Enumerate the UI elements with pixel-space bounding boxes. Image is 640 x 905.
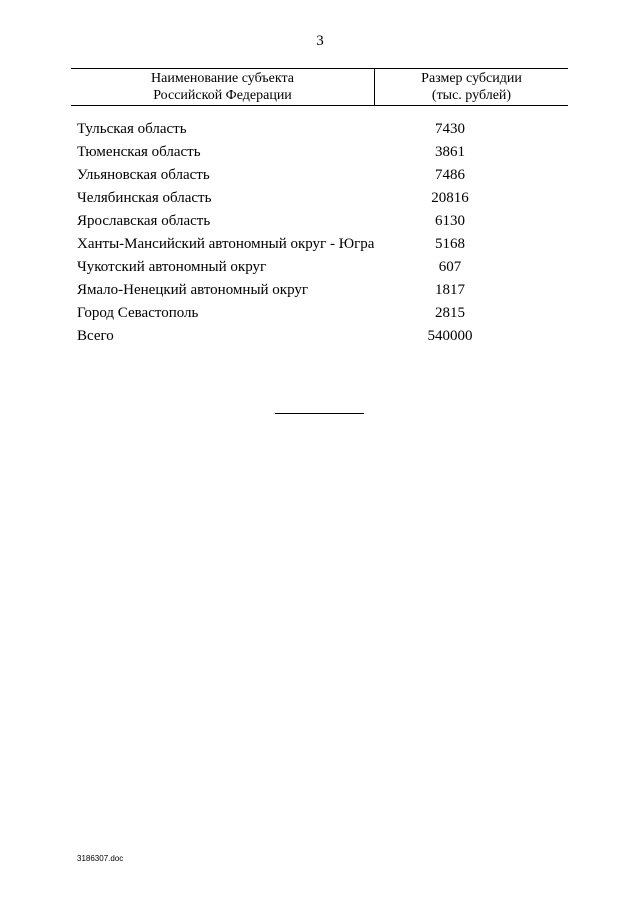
row-subsidy-value: 20816: [431, 190, 469, 206]
row-subsidy-value: 7486: [435, 167, 465, 183]
table-row: [77, 189, 567, 207]
row-subsidy-value: 7430: [435, 121, 465, 137]
table-body: [77, 120, 567, 350]
header-subsidy-amount: [375, 69, 568, 105]
row-subject-name: Ямало-Ненецкий автономный округ: [77, 282, 309, 298]
row-subject-name: Ярославская область: [77, 213, 211, 229]
table-row: [77, 304, 567, 322]
row-total-value: 540000: [427, 328, 473, 344]
header-subject-name: [71, 69, 375, 105]
table-row: [77, 212, 567, 230]
table-row: [77, 166, 567, 184]
row-subsidy-value: 1817: [435, 282, 465, 298]
row-subsidy-value: 2815: [435, 305, 465, 321]
row-subject-name: Чукотский автономный округ: [77, 259, 267, 275]
header-subsidy-amount-line1: Размер субсидии: [421, 71, 522, 86]
header-subject-name-line1: Наименование субъекта: [151, 71, 294, 86]
subsidy-table: [71, 68, 568, 106]
table-row: [77, 235, 567, 253]
table-row: [77, 281, 567, 299]
row-subject-name: Тульская область: [77, 121, 187, 137]
row-subject-name: Ханты-Мансийский автономный округ - Югра: [77, 236, 375, 252]
header-subsidy-amount-line2: (тыс. рублей): [431, 88, 512, 103]
row-subsidy-value: 607: [438, 259, 462, 275]
row-subject-name: Ульяновская область: [77, 167, 210, 183]
row-subsidy-value: 6130: [435, 213, 465, 229]
row-subsidy-value: 5168: [435, 236, 465, 252]
table-row: [77, 143, 567, 161]
row-total-label: Всего: [77, 328, 114, 344]
table-row: [77, 120, 567, 138]
row-subsidy-value: 3861: [435, 144, 465, 160]
footer-document-id: 3186307.doc: [77, 854, 124, 863]
table-header: [71, 68, 568, 106]
header-subject-name-line2: Российской Федерации: [153, 88, 292, 103]
row-subject-name: Город Севастополь: [77, 305, 199, 321]
table-row: [77, 258, 567, 276]
row-subject-name: Тюменская область: [77, 144, 201, 160]
page-number: 3: [316, 33, 324, 49]
row-subject-name: Челябинская область: [77, 190, 212, 206]
end-of-table-rule: [275, 413, 364, 414]
table-row-total: [77, 327, 567, 345]
